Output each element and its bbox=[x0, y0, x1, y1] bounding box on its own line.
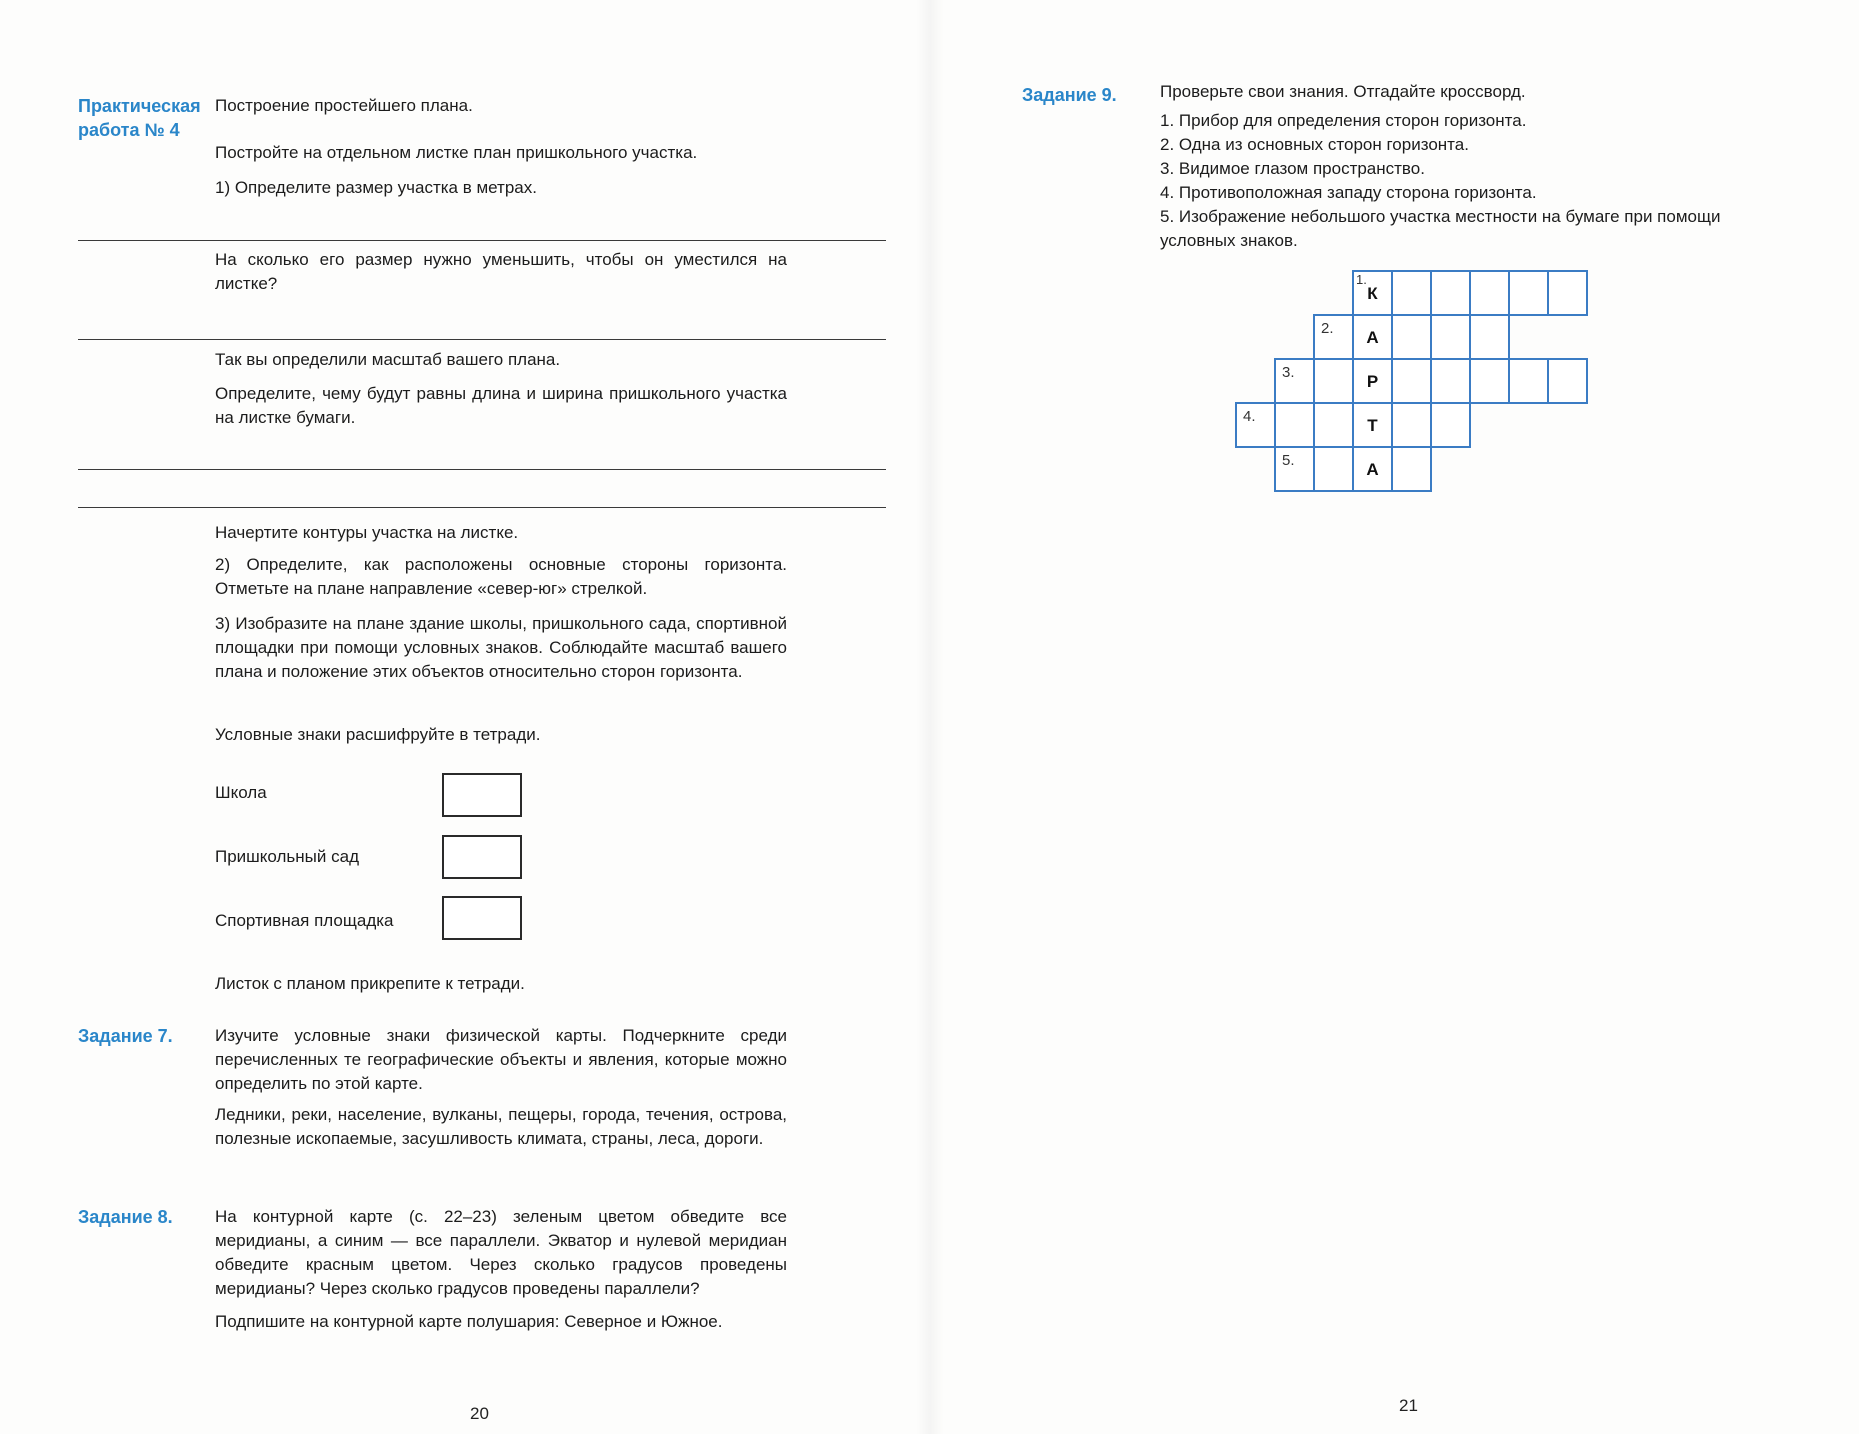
legend-box-school[interactable] bbox=[442, 773, 522, 817]
crossword-cell[interactable] bbox=[1508, 270, 1549, 316]
practical-step-3: 3) Изобразите на плане здание школы, пришкольного сада, спортивной площадки при помощи условных знаков. Соблюдайте масштаб вашего плана и положение этих объектов относительно сторон горизонта. bbox=[215, 614, 787, 681]
crossword-cell[interactable] bbox=[1313, 402, 1354, 448]
crossword-clue-number: 2. bbox=[1321, 320, 1334, 337]
crossword-cell[interactable] bbox=[1235, 402, 1276, 448]
crossword-cell[interactable] bbox=[1391, 314, 1432, 360]
crossword-cell[interactable] bbox=[1430, 402, 1471, 448]
task9-intro: Проверьте свои знания. Отгадайте кроссворд. bbox=[1160, 82, 1526, 101]
crossword-clue-number: 3. bbox=[1282, 364, 1295, 381]
clue-5: 5. Изображение небольшого участка местности на бумаге при помощи условных знаков. bbox=[1160, 207, 1721, 250]
legend-label-school: Школа bbox=[215, 783, 267, 802]
clue-2: 2. Одна из основных сторон горизонта. bbox=[1160, 135, 1469, 154]
legend-box-garden[interactable] bbox=[442, 835, 522, 879]
crossword-cell[interactable] bbox=[1547, 270, 1588, 316]
practical-paragraph: Определите, чему будут равны длина и ширина пришкольного участка на листке бумаги. bbox=[215, 384, 787, 427]
crossword-clue-number: 5. bbox=[1282, 452, 1295, 469]
task8-instruction: На контурной карте (с. 22–23) зеленым цветом обведите все меридианы, а синим — все параллели. Экватор и нулевой меридиан обведите красным цветом. Через сколько градусов проведены меридианы? Через сколько градусов проведены параллели? bbox=[215, 1207, 787, 1298]
crossword-keyword-letter: А bbox=[1366, 460, 1379, 479]
crossword-cell[interactable] bbox=[1352, 446, 1393, 492]
crossword-clue-number: 4. bbox=[1243, 408, 1256, 425]
page-right bbox=[930, 0, 1859, 1434]
crossword-keyword-letter: Р bbox=[1366, 372, 1379, 391]
task9-heading: Задание 9. bbox=[1022, 85, 1117, 105]
practical-question: На сколько его размер нужно уменьшить, чтобы он уместился на листке? bbox=[215, 250, 787, 293]
crossword-cell[interactable] bbox=[1391, 446, 1432, 492]
crossword-cell[interactable] bbox=[1430, 358, 1471, 404]
task9-clues bbox=[1160, 109, 1730, 253]
task8-heading: Задание 8. bbox=[78, 1207, 173, 1227]
clue-4: 4. Противоположная западу сторона горизонта. bbox=[1160, 183, 1537, 202]
answer-line[interactable] bbox=[78, 240, 886, 241]
legend-box-sports[interactable] bbox=[442, 896, 522, 940]
clue-3: 3. Видимое глазом пространство. bbox=[1160, 159, 1425, 178]
legend-label-sports: Спортивная площадка bbox=[215, 911, 394, 930]
page-number: 21 bbox=[1399, 1396, 1418, 1415]
practical-paragraph: Листок с планом прикрепите к тетради. bbox=[215, 974, 525, 993]
practical-heading bbox=[78, 94, 218, 142]
crossword-cell[interactable] bbox=[1352, 314, 1393, 360]
task7-heading: Задание 7. bbox=[78, 1026, 173, 1046]
crossword-cell[interactable] bbox=[1352, 358, 1393, 404]
crossword-cell[interactable] bbox=[1469, 358, 1510, 404]
crossword-cell[interactable] bbox=[1430, 270, 1471, 316]
crossword-cell[interactable] bbox=[1391, 402, 1432, 448]
practical-title: Построение простейшего плана. bbox=[215, 96, 473, 115]
practical-step-1: 1) Определите размер участка в метрах. bbox=[215, 178, 537, 197]
answer-line[interactable] bbox=[78, 469, 886, 470]
crossword-cell[interactable] bbox=[1313, 314, 1354, 360]
practical-paragraph: Условные знаки расшифруйте в тетради. bbox=[215, 725, 541, 744]
practical-paragraph: Начертите контуры участка на листке. bbox=[215, 523, 519, 542]
clue-1: 1. Прибор для определения сторон горизонта. bbox=[1160, 111, 1527, 130]
crossword-cell[interactable] bbox=[1547, 358, 1588, 404]
crossword-cell[interactable] bbox=[1352, 270, 1393, 316]
crossword-keyword-letter: К bbox=[1367, 284, 1378, 303]
answer-line[interactable] bbox=[78, 339, 886, 340]
crossword-cell[interactable] bbox=[1469, 314, 1510, 360]
crossword-cell[interactable] bbox=[1391, 270, 1432, 316]
crossword-keyword-letter: Т bbox=[1367, 416, 1378, 435]
crossword-cell[interactable] bbox=[1391, 358, 1432, 404]
practical-step-2: 2) Определите, как расположены основные стороны горизонта. Отметьте на плане направление «север-юг» стрелкой. bbox=[215, 555, 787, 598]
practical-heading-line2: работа № 4 bbox=[78, 120, 180, 140]
legend-label-garden: Пришкольный сад bbox=[215, 847, 359, 866]
task8-paragraph: Подпишите на контурной карте полушария: Северное и Южное. bbox=[215, 1312, 723, 1331]
crossword-cell[interactable] bbox=[1352, 402, 1393, 448]
practical-heading-line1: Практическая bbox=[78, 96, 201, 116]
task7-instruction: Изучите условные знаки физической карты. Подчеркните среди перечисленных те географические объекты и явления, которые можно определить по этой карте. bbox=[215, 1026, 787, 1093]
crossword-grid bbox=[1235, 270, 1615, 510]
crossword-cell[interactable] bbox=[1313, 446, 1354, 492]
crossword-cell[interactable] bbox=[1274, 402, 1315, 448]
answer-line[interactable] bbox=[78, 507, 886, 508]
crossword-cell[interactable] bbox=[1274, 358, 1315, 404]
crossword-cell[interactable] bbox=[1274, 446, 1315, 492]
crossword-cell[interactable] bbox=[1313, 358, 1354, 404]
practical-paragraph: Постройте на отдельном листке план пришкольного участка. bbox=[215, 143, 698, 162]
crossword-cell[interactable] bbox=[1508, 358, 1549, 404]
practical-paragraph: Так вы определили масштаб вашего плана. bbox=[215, 350, 561, 369]
crossword-keyword-letter: А bbox=[1366, 328, 1379, 347]
task7-word-list[interactable]: Ледники, реки, население, вулканы, пещеры, города, течения, острова, полезные ископаемые, засушливость климата, страны, леса, дороги. bbox=[215, 1105, 787, 1148]
crossword-cell[interactable] bbox=[1430, 314, 1471, 360]
crossword-cell[interactable] bbox=[1469, 270, 1510, 316]
crossword-clue-number: 1. bbox=[1356, 272, 1367, 287]
page-number: 20 bbox=[470, 1404, 489, 1423]
